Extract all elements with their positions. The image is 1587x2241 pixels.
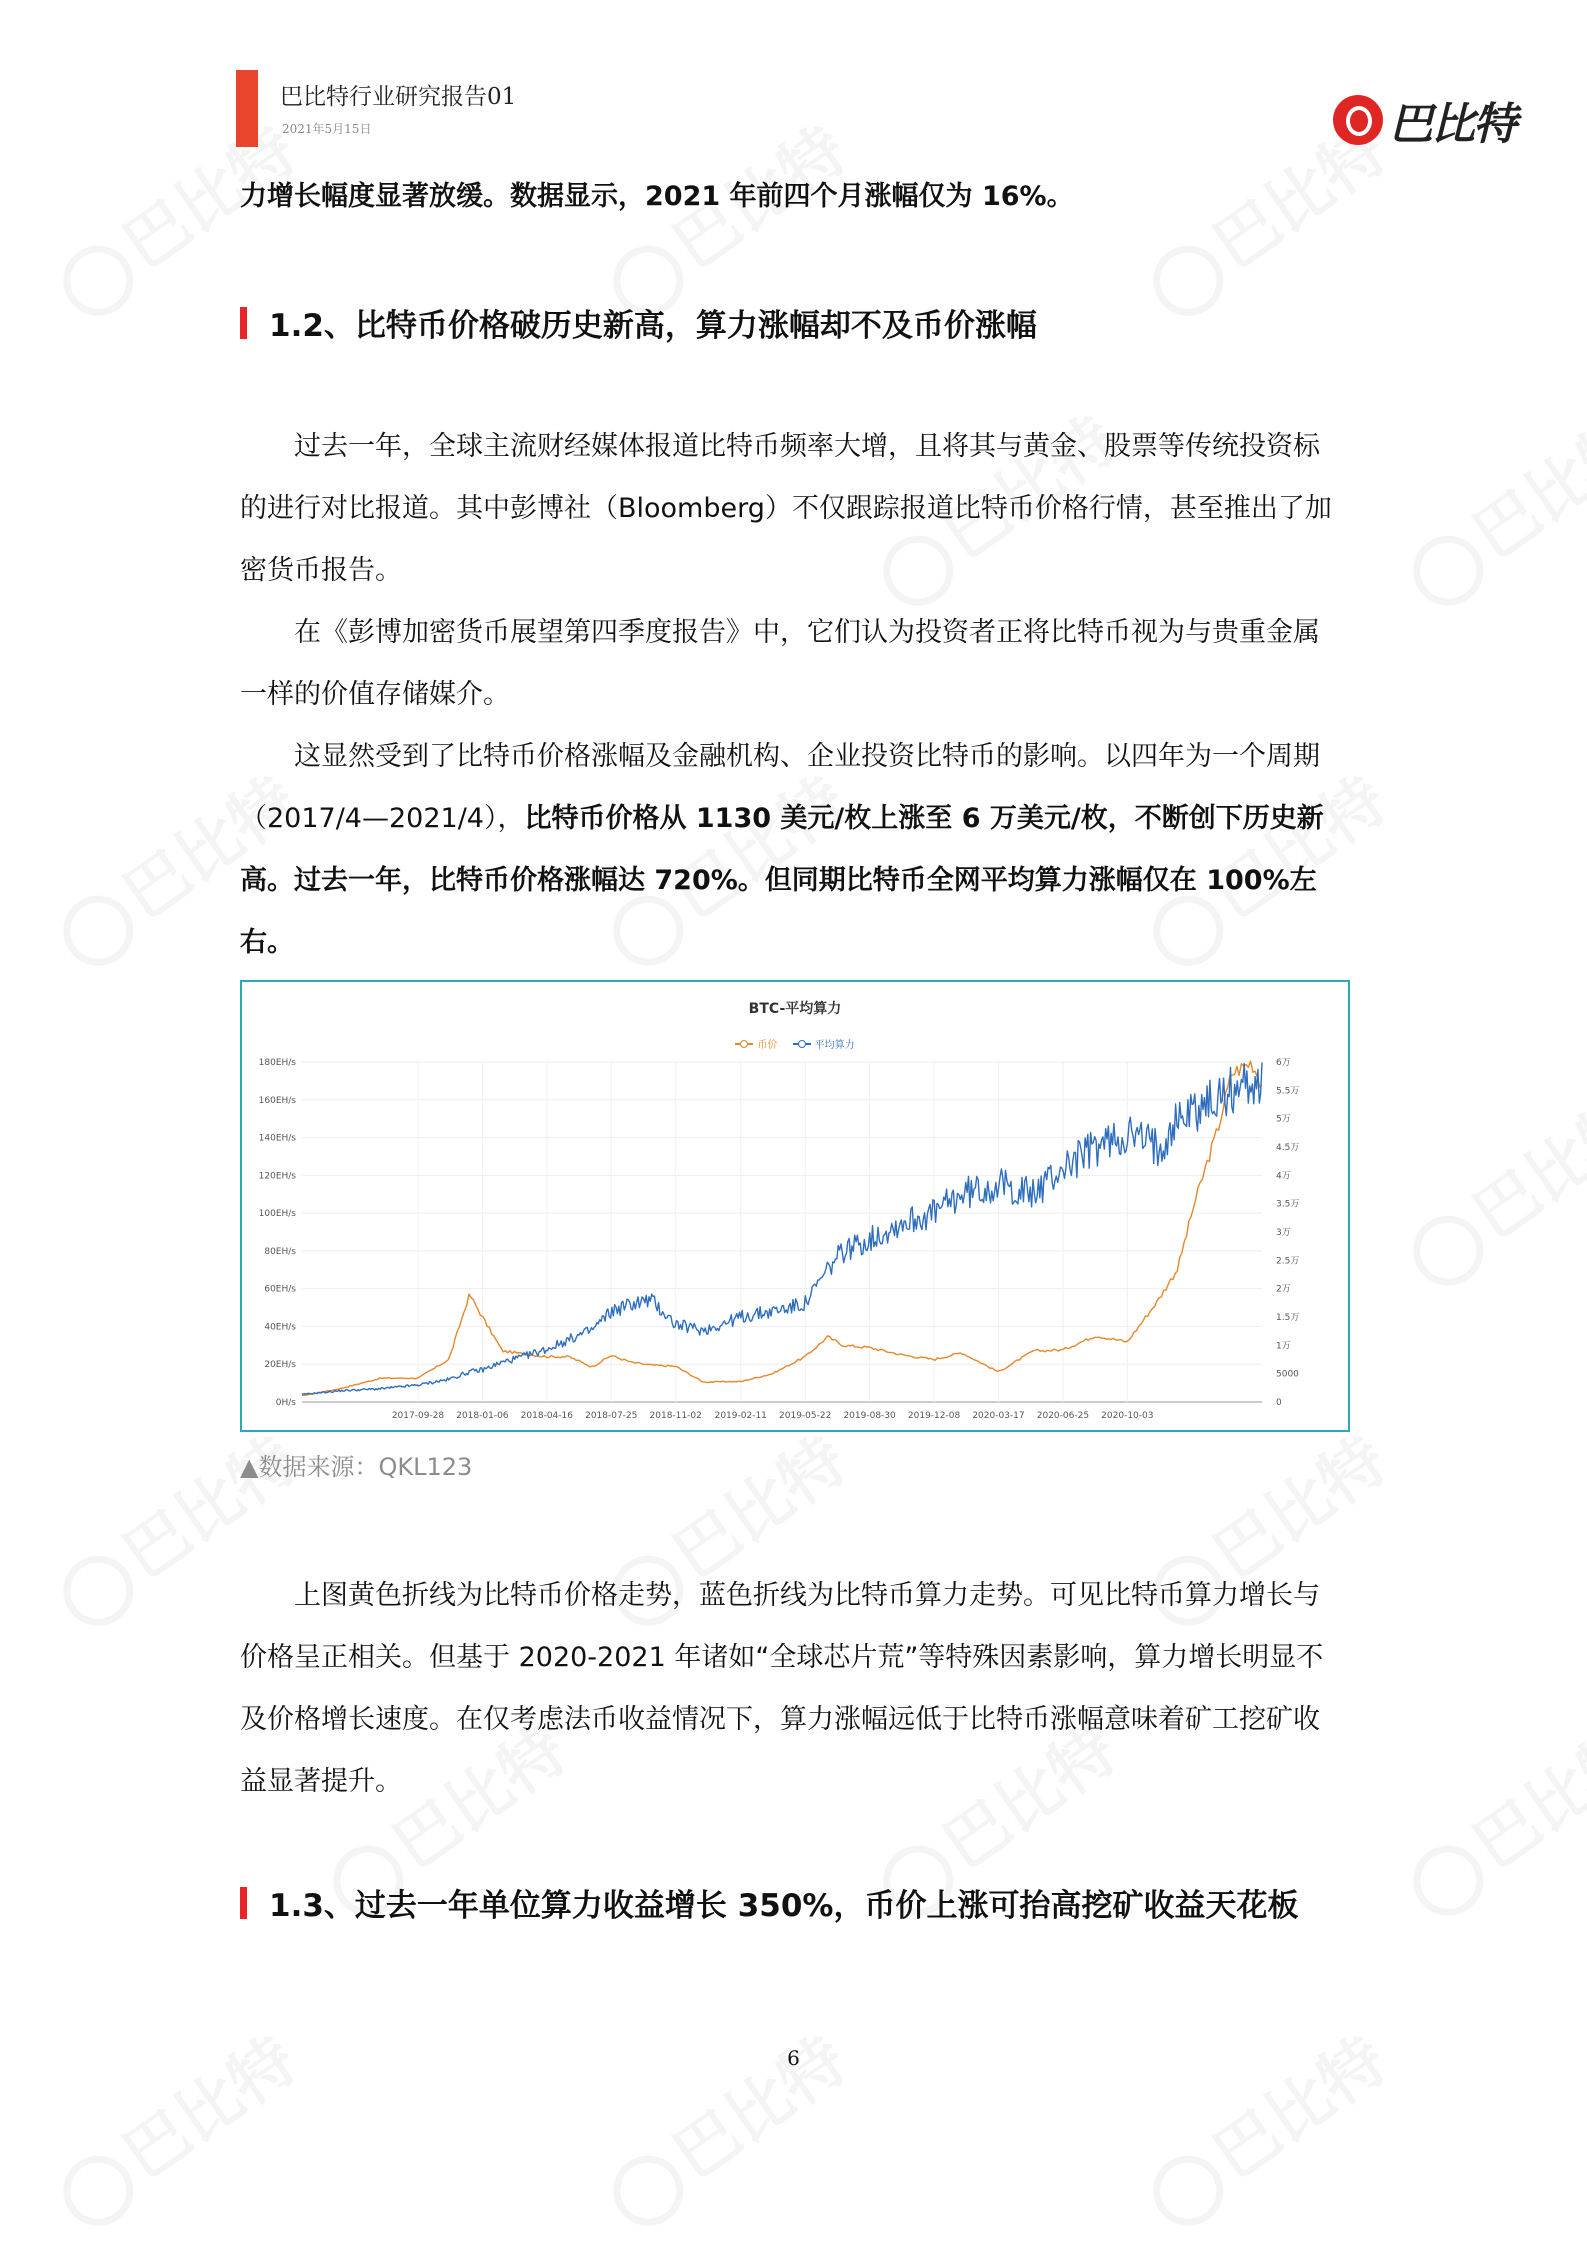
right-axis-tick-label: 2万 [1276,1284,1291,1295]
x-tick-label: 2019-12-08 [907,1411,961,1421]
paragraph-line: 益显著提升。 [240,1766,402,1797]
x-tick-label: 2018-11-02 [649,1411,702,1421]
left-axis-tick-label: 60EH/s [264,1284,296,1295]
legend-item-price[interactable]: 币价 [735,1036,777,1051]
watermark [1388,1701,1587,1931]
left-axis-tick-label: 180EH/s [258,1058,296,1068]
paragraph-line: 这显然受到了比特币价格涨幅及金融机构、企业投资比特币的影响。以四年为一个周期 [294,741,1320,772]
paragraph-line: 一样的价值存储媒介。 [240,679,510,710]
report-title: 巴比特行业研究报告01 [280,84,517,110]
x-tick-label: 2018-01-06 [456,1411,509,1421]
watermark [1388,391,1587,621]
paragraph-bold: 过去一年，比特币价格涨幅达 720%。但同期比特币全网平均算力涨幅仅在 100%左右。 [240,865,1317,958]
left-axis-tick-label: 20EH/s [264,1360,296,1371]
data-source-caption: ▲数据来源：QKL123 [240,1453,473,1481]
chart-plot [242,982,1348,1430]
left-axis-tick-label: 100EH/s [258,1209,296,1220]
x-tick-label: 2019-05-22 [779,1411,832,1421]
left-axis-tick-label: 40EH/s [264,1322,296,1333]
price-series-line [302,1061,1262,1395]
x-tick-label: 2019-08-30 [843,1411,896,1421]
page-number: 6 [787,2046,800,2070]
paragraph-line: 的进行对比报道。其中彭博社（Bloomberg）不仅跟踪报道比特币价格行情，甚至推出了加 [240,493,1332,524]
left-axis-tick-label: 80EH/s [264,1246,296,1257]
x-tick-label: 2020-10-03 [1101,1411,1154,1421]
right-axis-tick-label: 2.5万 [1276,1256,1300,1267]
paragraph-line: 及价格增长速度。在仅考虑法币收益情况下，算力涨幅远低于比特币涨幅意味着矿工挖矿收 [240,1704,1320,1735]
brand-logo [1333,88,1515,152]
header-accent-bar [236,70,258,147]
left-axis-tick-label: 120EH/s [258,1171,296,1182]
right-axis-tick-label: 5.5万 [1276,1086,1300,1097]
right-axis-tick-label: 0 [1276,1398,1282,1408]
left-axis-tick-label: 160EH/s [258,1095,296,1106]
section-heading-1-3 [240,1880,1298,1925]
x-tick-label: 2020-03-17 [972,1411,1025,1421]
x-tick-label: 2020-06-25 [1036,1411,1090,1421]
logo-icon [1333,95,1383,145]
paragraph-line: 上图黄色折线为比特币价格走势，蓝色折线为比特币算力走势。可见比特币算力增长与 [294,1580,1320,1611]
watermark [1388,1071,1587,1301]
right-axis-tick-label: 3.5万 [1276,1199,1300,1210]
right-axis-tick-label: 6万 [1276,1058,1291,1068]
right-axis-tick-label: 4.5万 [1276,1143,1300,1153]
paragraph-line: 过去一年，全球主流财经媒体报道比特币频率大增，且将其与黄金、股票等传统投资标 [294,431,1320,462]
report-date: 2021年5月15日 [282,122,372,136]
logo-text: 巴比特 [1389,99,1515,150]
heading-marker [240,307,247,339]
heading-marker [240,1887,247,1919]
bold-claim: 比特币价格从 1130 美元/枚上涨至 6 万美元/枚，不断创下历史新高。 [240,803,1324,896]
hashrate-series-line [302,1063,1262,1395]
x-tick-label: 2018-07-25 [585,1411,638,1421]
chart-title: BTC-平均算力 [748,1001,842,1017]
paragraph-line: 密货币报告。 [240,555,402,586]
legend-item-hashrate[interactable]: 平均算力 [793,1036,855,1051]
paragraph-line: 在《彭博加密货币展望第四季度报告》中，它们认为投资者正将比特币视为与贵重金属 [294,617,1320,648]
right-axis-tick-label: 5万 [1276,1114,1291,1125]
x-tick-label: 2018-04-16 [520,1411,573,1421]
right-axis-tick-label: 3万 [1276,1228,1291,1238]
paragraph-line: 价格呈正相关。但基于 2020-2021 年诸如“全球芯片荒”等特殊因素影响，算力增长明显不 [240,1642,1324,1673]
heading-text: 1.2、比特币价格破历史新高，算力涨幅却不及币价涨幅 [269,308,1037,344]
period-text: （2017/4—2021/4）， [240,803,525,834]
left-axis-tick-label: 140EH/s [258,1133,296,1144]
x-tick-label: 2017-09-28 [391,1411,445,1421]
right-axis-tick-label: 1万 [1276,1341,1291,1352]
right-axis-tick-label: 5000 [1276,1369,1299,1380]
section-heading-1-2 [240,300,1037,345]
paragraph-continuation: 力增长幅度显著放缓。数据显示，2021 年前四个月涨幅仅为 16%。 [240,181,1074,212]
x-tick-label: 2019-02-11 [714,1411,767,1421]
btc-hashrate-chart [240,980,1350,1432]
right-axis-tick-label: 4万 [1276,1171,1291,1182]
left-axis-tick-label: 0H/s [275,1398,296,1408]
heading-text: 1.3、过去一年单位算力收益增长 350%，币价上涨可抬高挖矿收益天花板 [269,1888,1299,1924]
right-axis-tick-label: 1.5万 [1276,1313,1300,1323]
